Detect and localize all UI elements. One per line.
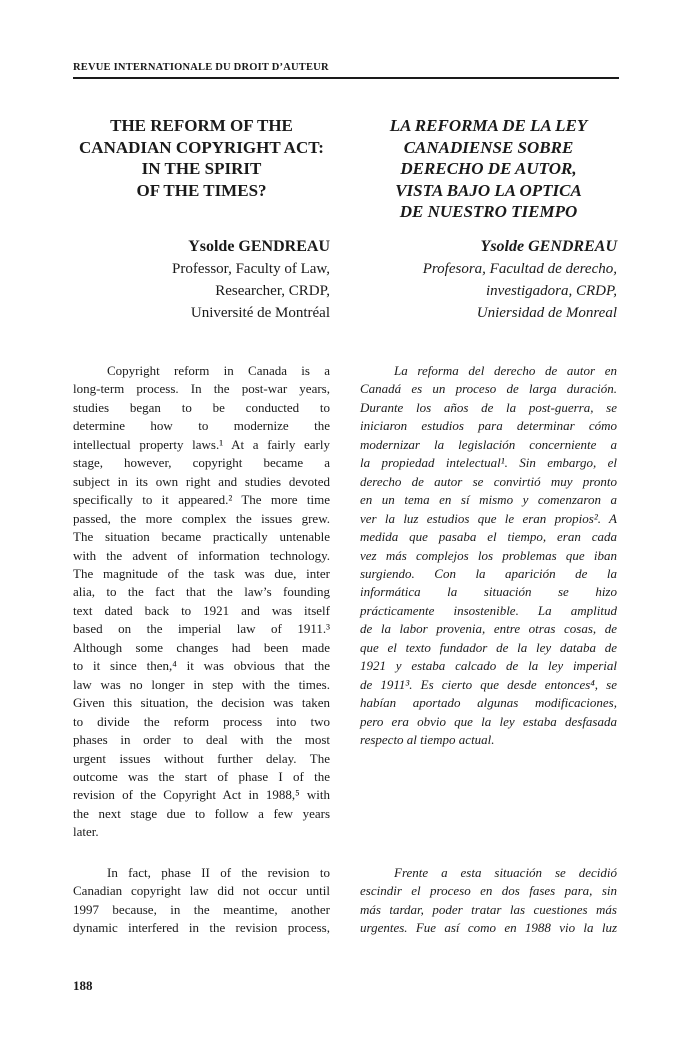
text-line: long-term process. In the post-war years,: [73, 381, 330, 397]
text-line: In fact, phase II of the revision to: [107, 865, 330, 880]
text-line: stage, however, copyright became a: [73, 455, 330, 471]
text-line: phases in order to deal with the most: [73, 732, 330, 748]
title-line: CANADIENSE SOBRE: [403, 137, 574, 157]
title-line: LA REFORMA DE LA LEY: [389, 116, 588, 135]
text-line: medida que pasaba el tiempo, eran cada: [360, 529, 617, 545]
text-line: the next stage due to follow a few years: [73, 805, 330, 821]
text-line: escindir el proceso en dos fases para, sin: [360, 883, 617, 899]
text-line: informática la situación se hizo: [360, 584, 617, 600]
text-line: specifically to it appeared.² The more time: [73, 492, 330, 508]
title-line: CANADIAN COPYRIGHT ACT:: [79, 137, 324, 157]
text-line: iniciaron estudios para determinar cómo: [360, 418, 617, 434]
text-line: La reforma del derecho de autor en: [394, 363, 617, 378]
title-line: VISTA BAJO LA OPTICA: [395, 180, 582, 200]
text-line: Copyright reform in Canada is a: [107, 363, 330, 378]
text-line: urgentes. Fue así como en 1988 vio la luz: [360, 920, 617, 936]
affiliation-line: Université de Montréal: [190, 305, 330, 321]
text-line: que el texto fundador de la ley databa de: [360, 639, 617, 655]
author-name: Ysolde GENDREAU: [188, 238, 330, 255]
text-line: Canadá es un proceso de larga duración.: [360, 381, 617, 397]
text-line: respecto al tiempo actual.: [360, 732, 495, 748]
text-line: revision of the Copyright Act in 1988,⁵ with: [73, 787, 330, 803]
affiliation-line: Researcher, CRDP,: [215, 283, 330, 299]
title-line: IN THE SPIRIT: [141, 159, 262, 178]
text-line: outcome was the start of phase I of the: [73, 768, 330, 784]
text-line: habían aportado algunas modificaciones,: [360, 695, 617, 711]
text-line: subject in its own right and studies devoted: [73, 473, 330, 489]
article-title-es: [360, 115, 617, 223]
text-line: prácticamente insostenible. La amplitud: [360, 602, 617, 618]
paragraph-en-1: [73, 362, 330, 842]
affiliation-line: Profesora, Facultad de derecho,: [422, 261, 617, 277]
text-line: ver la luz estudios que le eran propios². A: [360, 510, 617, 526]
text-line: The magnitude of the task was due, inter: [73, 565, 330, 581]
text-line: alia, to the fact that the law’s founding: [73, 584, 330, 600]
title-line: DE NUESTRO TIEMPO: [399, 202, 578, 221]
text-line: pero era obvio que la ley estaba desfasada: [360, 713, 617, 729]
text-line: en un tema en sí mismo y comenzaron a: [360, 492, 617, 508]
running-head: REVUE INTERNATIONALE DU DROIT D’AUTEUR: [73, 62, 329, 73]
text-line: Durante los años de la post-guerra, se: [360, 399, 617, 415]
text-line: to divide the reform process into two: [73, 713, 330, 729]
header-rule: [73, 77, 619, 79]
title-line: THE REFORM OF THE: [110, 116, 293, 135]
text-line: passed, the more complex the issues grew.: [73, 510, 330, 526]
text-line: determine how to modernize the: [73, 418, 330, 434]
paragraph-en-2: [73, 864, 330, 938]
affiliation-line: investigadora, CRDP,: [486, 283, 617, 299]
text-line: later.: [73, 824, 99, 840]
text-line: Canadian copyright law did not occur until: [73, 883, 330, 899]
text-line: to it since then,⁴ it was obvious that the: [73, 658, 330, 674]
title-line: OF THE TIMES?: [136, 180, 267, 200]
text-line: surgiendo. Con la aparición de la: [360, 565, 617, 581]
text-line: 1997 because, in the meantime, another: [73, 901, 330, 917]
page-number: 188: [73, 978, 93, 993]
text-line: studies began to be conducted to: [73, 399, 330, 415]
text-line: Given this situation, the decision was taken: [73, 695, 330, 711]
text-line: vez más complejos los problemas que iban: [360, 547, 617, 563]
text-line: urgent issues without further delay. The: [73, 750, 330, 766]
text-line: 1921 y estaba calcado de la ley imperial: [360, 658, 617, 674]
text-line: intellectual property laws.¹ At a fairly early: [73, 436, 330, 452]
paragraph-es-1: [360, 362, 617, 750]
text-line: law was no longer in step with the times.: [73, 676, 330, 692]
paragraph-es-2: [360, 864, 617, 938]
text-line: based on the imperial law of 1911.³: [73, 621, 330, 637]
text-line: with the advent of information technology.: [73, 547, 330, 563]
text-line: la propiedad intelectual¹. Sin embargo, el: [360, 455, 617, 471]
text-line: Frente a esta situación se decidió: [394, 865, 617, 880]
affiliation-line: Uniersidad de Monreal: [476, 305, 617, 321]
title-line: DERECHO DE AUTOR,: [400, 159, 577, 178]
text-line: más tardar, poder tratar las cuestiones más: [360, 901, 617, 917]
article-title-en: [73, 115, 330, 201]
text-line: derecho de autor se convirtió muy pronto: [360, 473, 617, 489]
text-line: dynamic interfered in the revision process,: [73, 920, 330, 936]
affiliation-line: Professor, Faculty of Law,: [172, 261, 330, 277]
text-line: de 1911³. Es cierto que desde entonces⁴, se: [360, 676, 617, 692]
author-name: Ysolde GENDREAU: [480, 238, 617, 255]
text-line: text dated back to 1921 and was itself: [73, 602, 330, 618]
byline-en: [73, 236, 330, 324]
text-line: modernizar la legislación concerniente a: [360, 436, 617, 452]
text-line: de la labor provenia, entre otras cosas, de: [360, 621, 617, 637]
text-line: The situation became practically untenable: [73, 529, 330, 545]
byline-es: [360, 236, 617, 324]
text-line: Although some changes had been made: [73, 639, 330, 655]
